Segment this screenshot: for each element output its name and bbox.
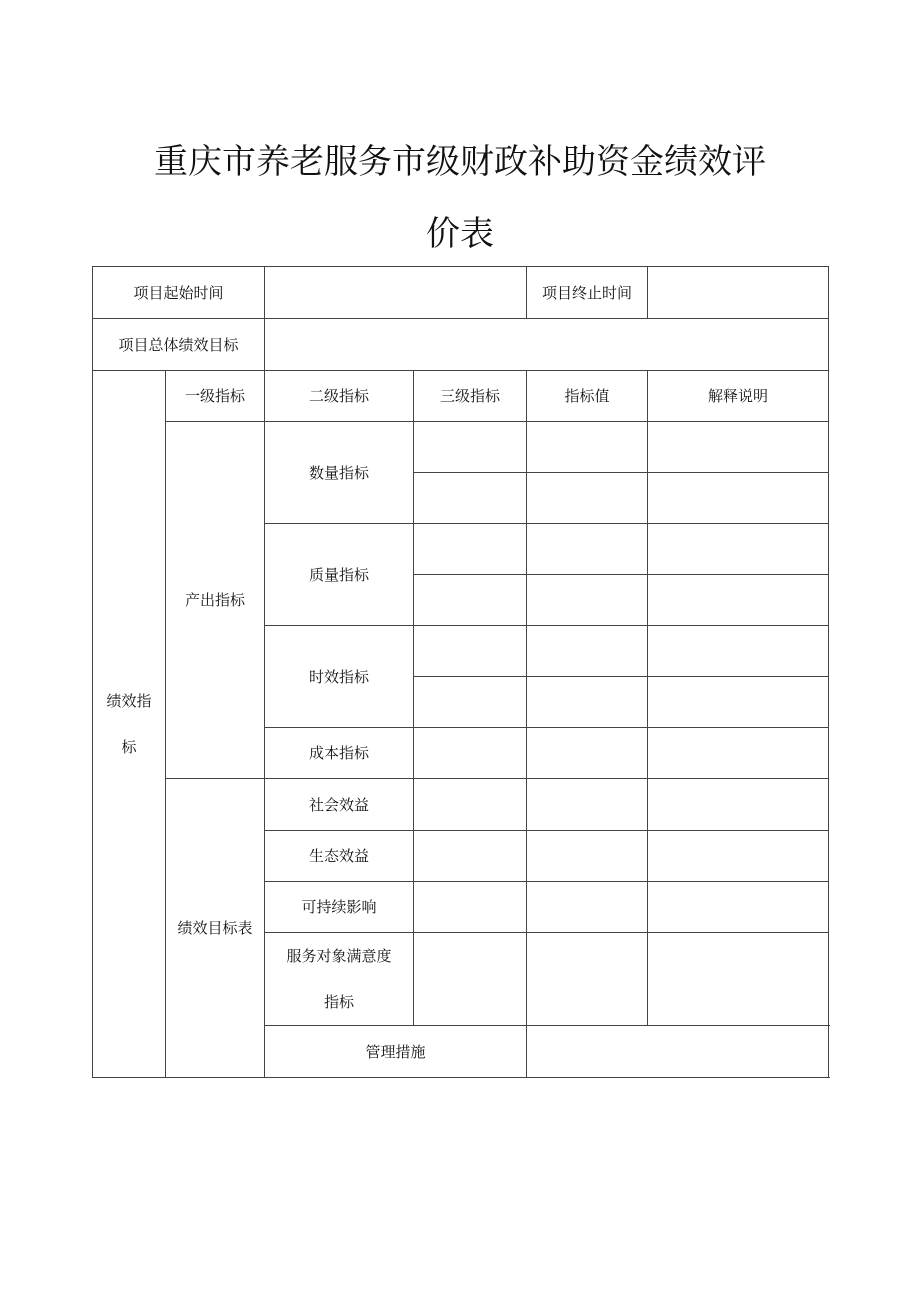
satisfaction-indicator-label-line-2: 指标	[324, 993, 355, 1011]
explanation-cell[interactable]	[648, 677, 829, 728]
level3-cell[interactable]	[414, 575, 527, 626]
social-benefit-label: 社会效益	[265, 779, 414, 831]
level3-cell[interactable]	[414, 882, 527, 933]
level3-cell[interactable]	[414, 728, 527, 779]
benefit-indicators-label: 绩效目标表	[166, 779, 265, 1078]
quality-indicator-label: 质量指标	[265, 524, 414, 626]
value-cell[interactable]	[527, 882, 648, 933]
end-time-label: 项目终止时间	[527, 267, 648, 319]
value-cell[interactable]	[527, 728, 648, 779]
overall-goal-label: 项目总体绩效目标	[93, 319, 265, 371]
output-indicators-label: 产出指标	[166, 422, 265, 779]
document-title-line-1: 重庆市养老服务市级财政补助资金绩效评	[154, 142, 766, 182]
level3-cell[interactable]	[414, 524, 527, 575]
overall-goal-row	[93, 319, 829, 371]
start-time-field[interactable]	[265, 267, 527, 319]
level3-cell[interactable]	[414, 831, 527, 882]
value-cell[interactable]	[527, 575, 648, 626]
level3-cell[interactable]	[414, 626, 527, 677]
column-header-row	[93, 371, 829, 422]
satisfaction-indicator-label-line-1: 服务对象满意度	[286, 947, 392, 965]
col-header-value: 指标值	[527, 371, 648, 422]
performance-indicators-label-line-1: 绩效指	[106, 692, 152, 710]
explanation-cell[interactable]	[648, 626, 829, 677]
value-cell[interactable]	[527, 422, 648, 473]
value-cell[interactable]	[527, 473, 648, 524]
col-header-level2: 二级指标	[265, 371, 414, 422]
ecological-benefit-label: 生态效益	[265, 831, 414, 882]
management-measures-field[interactable]	[527, 1026, 829, 1078]
table-row	[93, 779, 829, 831]
table-row	[93, 422, 829, 473]
value-cell[interactable]	[527, 524, 648, 575]
explanation-cell[interactable]	[648, 422, 829, 473]
performance-indicators-label	[93, 371, 166, 1078]
end-time-field[interactable]	[648, 267, 829, 319]
explanation-cell[interactable]	[648, 882, 829, 933]
level3-cell[interactable]	[414, 677, 527, 728]
satisfaction-indicator-label	[265, 933, 414, 1026]
value-cell[interactable]	[527, 831, 648, 882]
overall-goal-field[interactable]	[265, 319, 829, 371]
explanation-cell[interactable]	[648, 933, 829, 1026]
explanation-cell[interactable]	[648, 473, 829, 524]
explanation-cell[interactable]	[648, 728, 829, 779]
value-cell[interactable]	[527, 933, 648, 1026]
col-header-explanation: 解释说明	[648, 371, 829, 422]
level3-cell[interactable]	[414, 473, 527, 524]
level3-cell[interactable]	[414, 933, 527, 1026]
management-measures-label: 管理措施	[265, 1026, 527, 1078]
sustainable-impact-label: 可持续影响	[265, 882, 414, 933]
col-header-level1: 一级指标	[166, 371, 265, 422]
explanation-cell[interactable]	[648, 831, 829, 882]
value-cell[interactable]	[527, 626, 648, 677]
quantity-indicator-label: 数量指标	[265, 422, 414, 524]
explanation-cell[interactable]	[648, 779, 829, 831]
value-cell[interactable]	[527, 779, 648, 831]
explanation-cell[interactable]	[648, 575, 829, 626]
level3-cell[interactable]	[414, 422, 527, 473]
col-header-level3: 三级指标	[414, 371, 527, 422]
document-title-line-2: 价表	[426, 214, 494, 254]
value-cell[interactable]	[527, 677, 648, 728]
performance-indicators-label-line-2: 标	[121, 738, 137, 756]
cost-indicator-label: 成本指标	[265, 728, 414, 779]
performance-evaluation-table	[92, 266, 829, 1078]
level3-cell[interactable]	[414, 779, 527, 831]
timeliness-indicator-label: 时效指标	[265, 626, 414, 728]
time-row	[93, 267, 829, 319]
explanation-cell[interactable]	[648, 524, 829, 575]
start-time-label: 项目起始时间	[93, 267, 265, 319]
